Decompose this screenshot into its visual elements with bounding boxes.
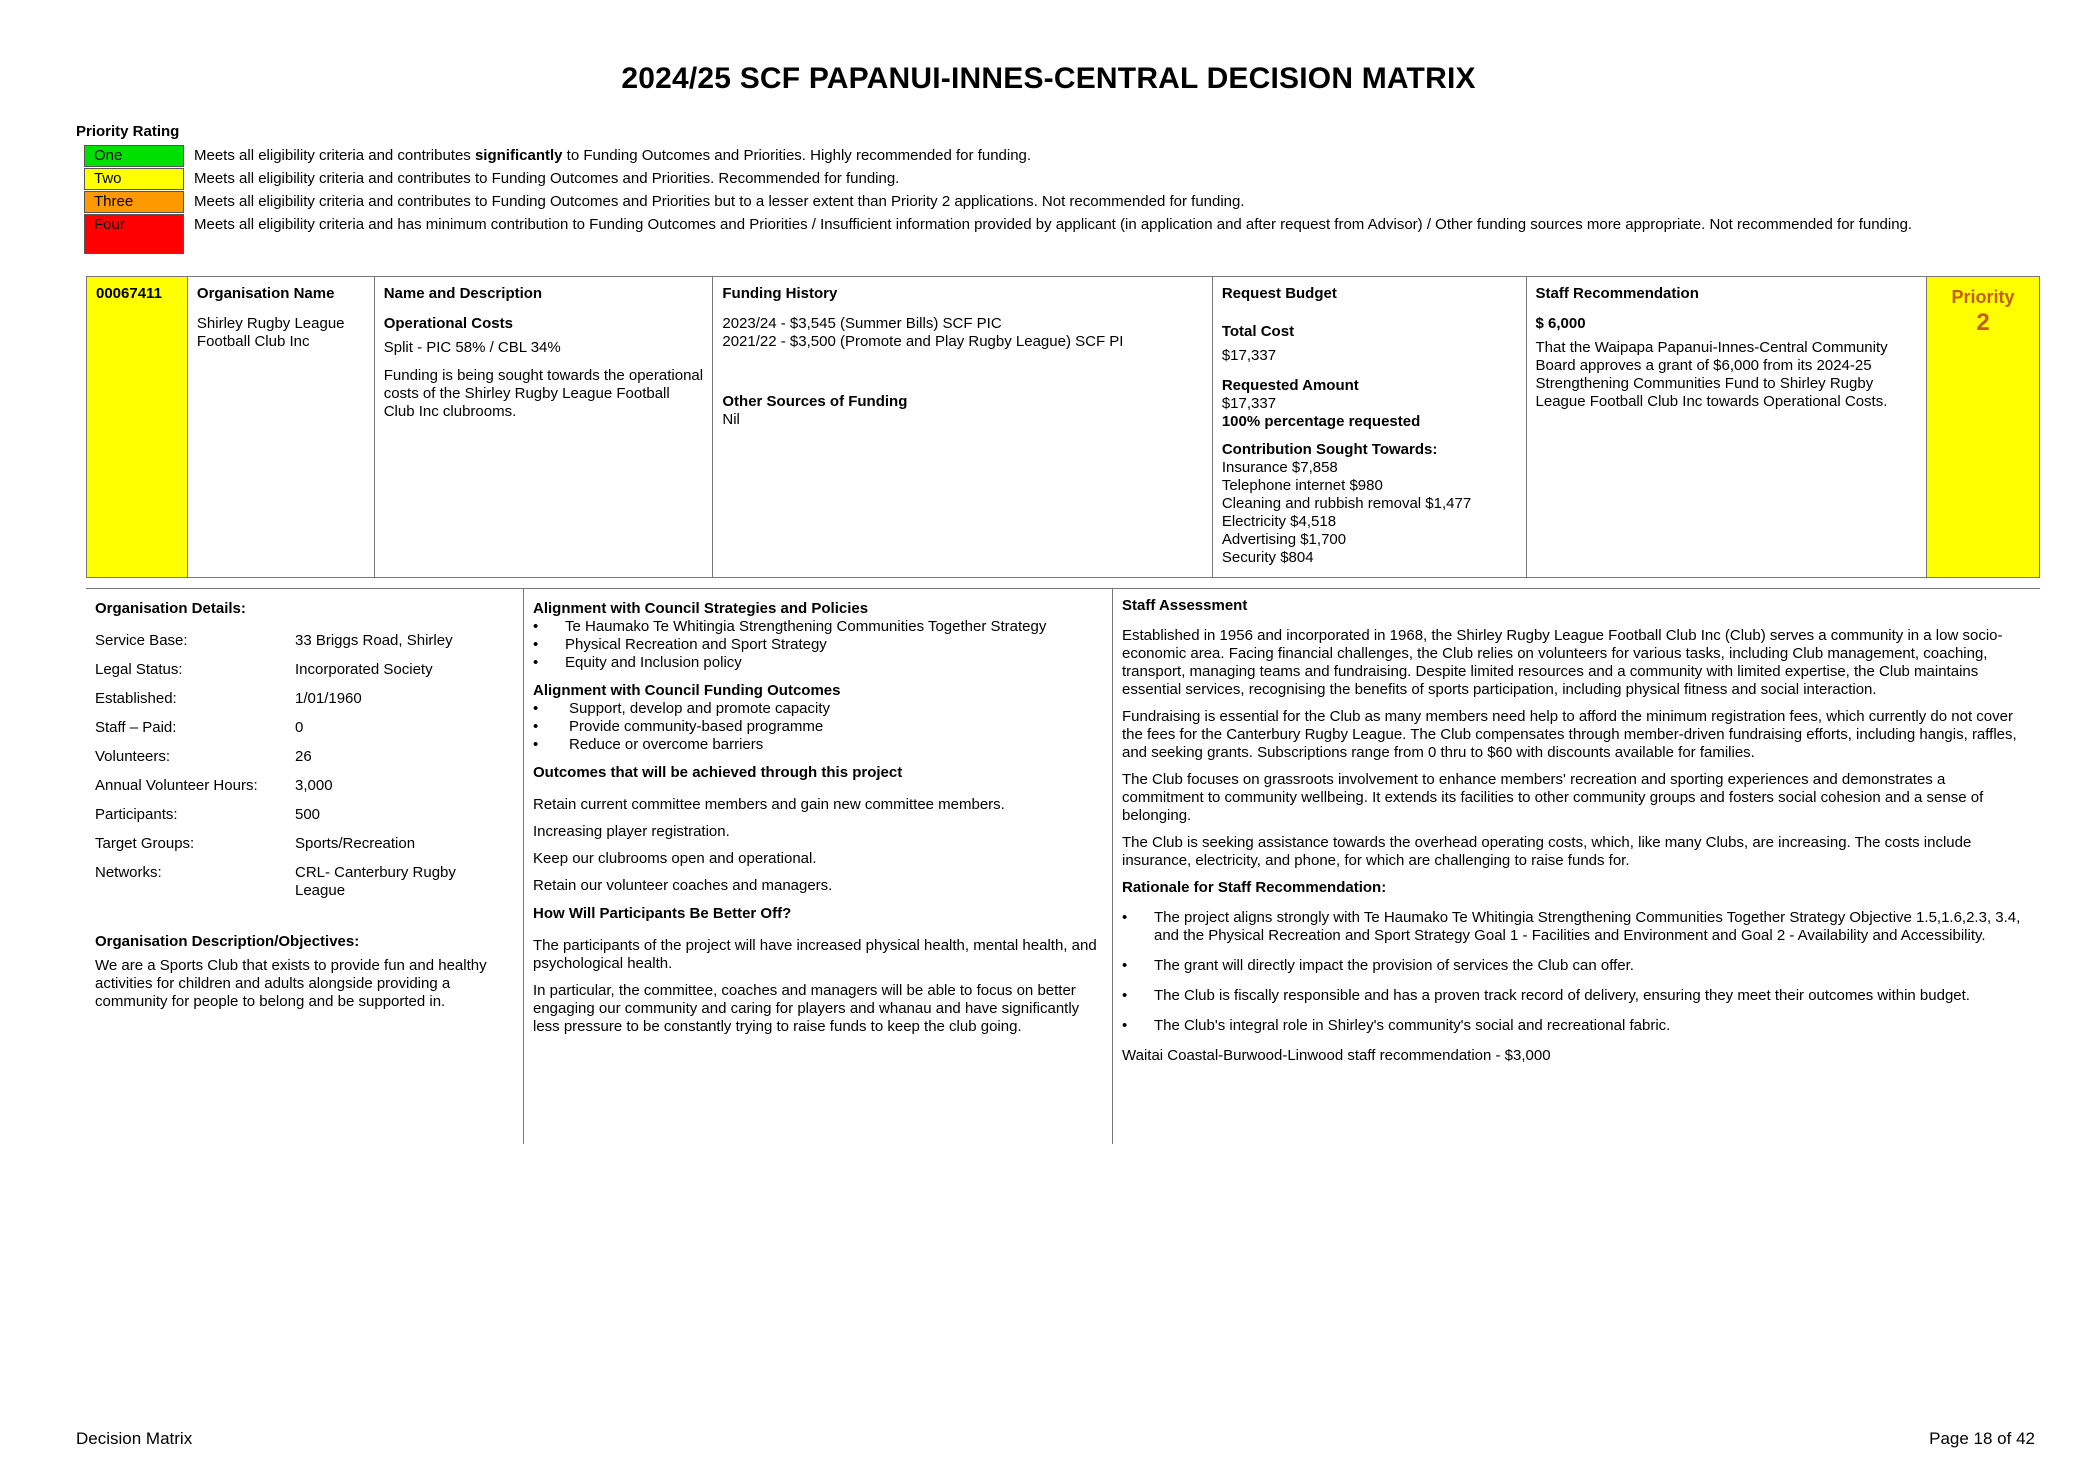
list-item: • Equity and Inclusion policy [533,654,1103,672]
staff-recommendation-cell [1527,277,1928,577]
priority-rating-legend [84,145,2004,255]
detail-value: 1/01/1960 [295,690,362,707]
strategies-heading: Alignment with Council Strategies and Policies [533,600,869,617]
list-item: • Support, develop and promote capacity [533,700,1103,718]
detail-label: Legal Status: [95,661,183,678]
list-item: • Physical Recreation and Sport Strategy [533,636,1103,654]
priority-row-four [84,214,2004,254]
outcome-item: Increasing player registration. [533,823,730,840]
alignment-column [524,589,1113,1144]
assessment-paragraph: The Club is seeking assistance towards the overhead operating costs, which, like many Clubs, are increasing. The costs include insurance, electricity, and phone, for which are challenging to raise funds for. [1122,834,1972,869]
assessment-paragraph: The Club focuses on grassroots involvement to enhance members' recreation and sporting experiences and demonstrates a commitment to community wellbeing. It extends its facilities to other community groups and fosters social cohesion and a sense of belonging. [1122,771,1984,824]
strategies-list [533,618,1103,672]
detail-label: Established: [95,690,177,707]
funding-split: Split - PIC 58% / CBL 34% [383,339,561,356]
organisation-description: We are a Sports Club that exists to provide fun and healthy activities for children and adults alongside providing a community for people to belong and be supported in. [95,957,487,1010]
request-budget-cell [1213,277,1527,577]
detail-value: CRL- Canterbury Rugby League [295,864,456,899]
application-id: 00067411 [87,277,188,577]
priority-cell [1927,277,2039,577]
contribution-item: Insurance $7,858 [1221,459,1338,476]
priority-row-three [84,191,2004,213]
detail-label: Networks: [95,864,162,881]
better-off-heading: How Will Participants Be Better Off? [533,905,792,922]
total-cost-value: $17,337 [1221,347,1277,364]
priority-swatch-four: Four [84,214,184,254]
priority-swatch-one: One [84,145,184,167]
funding-history-item: 2021/22 - $3,500 (Promote and Play Rugby League) SCF PI [722,333,1124,350]
organisation-name-header: Organisation Name [196,285,335,302]
priority-header: Priority [1951,287,2015,307]
list-item: • Reduce or overcome barriers [533,736,1103,754]
staff-recommendation-amount: $ 6,000 [1535,315,1586,332]
detail-label: Service Base: [95,632,188,649]
organisation-description-heading: Organisation Description/Objectives: [95,933,360,950]
funding-history-cell [713,277,1212,577]
contribution-item: Cleaning and rubbish removal $1,477 [1221,495,1472,512]
detail-value: Incorporated Society [295,661,433,678]
detail-label: Target Groups: [95,835,195,852]
priority-text-two: Meets all eligibility criteria and contributes to Funding Outcomes and Priorities. Recommended for funding. [194,170,900,187]
outcome-item: Retain current committee members and gain new committee members. [533,796,1005,813]
detail-label: Staff – Paid: [95,719,177,736]
funding-history-item: 2023/24 - $3,545 (Summer Bills) SCF PIC [722,315,1002,332]
priority-text-one: Meets all eligibility criteria and contributes significantly to Funding Outcomes and Priorities. Highly recommended for funding. [194,147,1032,164]
outcomes-achieved-heading: Outcomes that will be achieved through this project [533,764,903,781]
assessment-paragraph: Established in 1956 and incorporated in 1968, the Shirley Rugby League Football Club Inc (Club) serves a community in a low socio-economic area. Facing financial challenges, the Club relies on volunteers for various tasks, including Club management, coaching, transport, managing teams and fundraising. Despite limited resources and a community with limited expertise, the Club maintains essential services, recognising the benefits of sports participation, including physical fitness and social interaction. [1122,627,2003,698]
staff-recommendation-text: That the Waipapa Papanui-Innes-Central Community Board approves a grant of $6,000 from its 2024-25 Strengthening Communities Fund to Shirley Rugby League Football Club Inc towards Operational Costs. [1535,339,1888,410]
list-item: • Te Haumako Te Whitingia Strengthening Communities Together Strategy [533,618,1103,636]
detail-value: 26 [295,748,312,765]
better-off-text: In particular, the committee, coaches and managers will be able to focus on better engaging our community and caring for players and whanau and have significantly less pressure to be constantly trying to raise funds to keep the club going. [533,982,1080,1035]
priority-row-one [84,145,2004,167]
list-item: • The Club is fiscally responsible and has a proven track record of delivery, ensuring they meet their outcomes within budget. [1122,987,2031,1005]
request-budget-header: Request Budget [1221,285,1337,302]
detail-value: 33 Briggs Road, Shirley [295,632,453,649]
contribution-item: Security $804 [1221,549,1314,566]
outcome-item: Retain our volunteer coaches and managers. [533,877,833,894]
total-cost-label: Total Cost [1221,323,1295,340]
organisation-details-list [95,632,514,900]
requested-amount-label: Requested Amount [1221,377,1359,394]
detail-value: Sports/Recreation [295,835,416,852]
rationale-list [1122,909,2031,1035]
funding-outcomes-heading: Alignment with Council Funding Outcomes [533,682,841,699]
assessment-paragraph: Fundraising is essential for the Club as many members need help to afford the minimum registration fees, which currently do not cover the fees for the Canterbury Rugby League. The Club compensates through member-driven fundraising efforts, including hangis, raffles, and seeking grants. Subscriptions range from 0 thru to $60 with discounts available for families. [1122,708,2017,761]
list-item: • The project aligns strongly with Te Haumako Te Whitingia Strengthening Communities Together Strategy Objective 1.5,1.6,2.3, 3.4, and the Physical Recreation and Sport Strategy Goal 1 - Facilities and Environment and Goal 2 - Availability and Accessibility. [1122,909,2031,945]
contribution-item: Telephone internet $980 [1221,477,1383,494]
percentage-requested: 100% percentage requested [1221,413,1421,430]
project-description: Funding is being sought towards the operational costs of the Shirley Rugby League Football Club Inc clubrooms. [383,367,704,420]
detail-label: Annual Volunteer Hours: [95,777,258,794]
name-description-cell [375,277,714,577]
staff-recommendation-header: Staff Recommendation [1535,285,1699,302]
details-section [86,588,2040,1144]
name-description-header: Name and Description [383,285,543,302]
organisation-cell [188,277,375,577]
detail-label: Participants: [95,806,178,823]
other-sources-value: Nil [722,411,740,428]
staff-assessment-column [1113,589,2040,1144]
application-summary-row [86,276,2040,578]
page-title: 2024/25 SCF PAPANUI-INNES-CENTRAL DECISION MATRIX [621,62,1476,95]
detail-value: 3,000 [295,777,333,794]
priority-row-two [84,168,2004,190]
other-sources-header: Other Sources of Funding [722,393,908,410]
organisation-details-column [86,589,524,1144]
priority-swatch-two: Two [84,168,184,190]
outcome-item: Keep our clubrooms open and operational. [533,850,817,867]
organisation-details-heading: Organisation Details: [95,600,246,617]
project-name: Operational Costs [383,315,513,332]
organisation-name: Shirley Rugby League Football Club Inc [196,315,345,350]
footer-document-name: Decision Matrix [76,1429,193,1448]
other-board-recommendation: Waitai Coastal-Burwood-Linwood staff recommendation - $3,000 [1122,1047,1551,1064]
contribution-item: Advertising $1,700 [1221,531,1347,548]
list-item: • The Club's integral role in Shirley's community's social and recreational fabric. [1122,1017,2031,1035]
priority-text-three: Meets all eligibility criteria and contributes to Funding Outcomes and Priorities but to a lesser extent than Priority 2 applications. Not recommended for funding. [194,193,1245,210]
detail-label: Volunteers: [95,748,171,765]
priority-swatch-three: Three [84,191,184,213]
detail-value: 500 [295,806,321,823]
priority-rating-heading: Priority Rating [76,123,180,140]
contribution-label: Contribution Sought Towards: [1221,441,1438,458]
detail-value: 0 [295,719,304,736]
footer-page-number: Page 18 of 42 [1929,1429,2035,1448]
list-item: • The grant will directly impact the provision of services the Club can offer. [1122,957,2031,975]
staff-assessment-heading: Staff Assessment [1122,597,1248,614]
funding-history-header: Funding History [722,285,838,302]
rationale-heading: Rationale for Staff Recommendation: [1122,879,1387,896]
better-off-text: The participants of the project will have increased physical health, mental health, and psychological health. [533,937,1097,972]
priority-text-four: Meets all eligibility criteria and has minimum contribution to Funding Outcomes and Priorities / Insufficient information provided by applicant (in application and after request from Advisor) / Other funding sources more appropriate. Not recommended for funding. [194,216,1913,233]
funding-outcomes-list [533,700,1103,754]
contribution-item: Electricity $4,518 [1221,513,1337,530]
priority-value: 2 [1976,309,1990,336]
list-item: • Provide community-based programme [533,718,1103,736]
requested-amount-value: $17,337 [1221,395,1277,412]
